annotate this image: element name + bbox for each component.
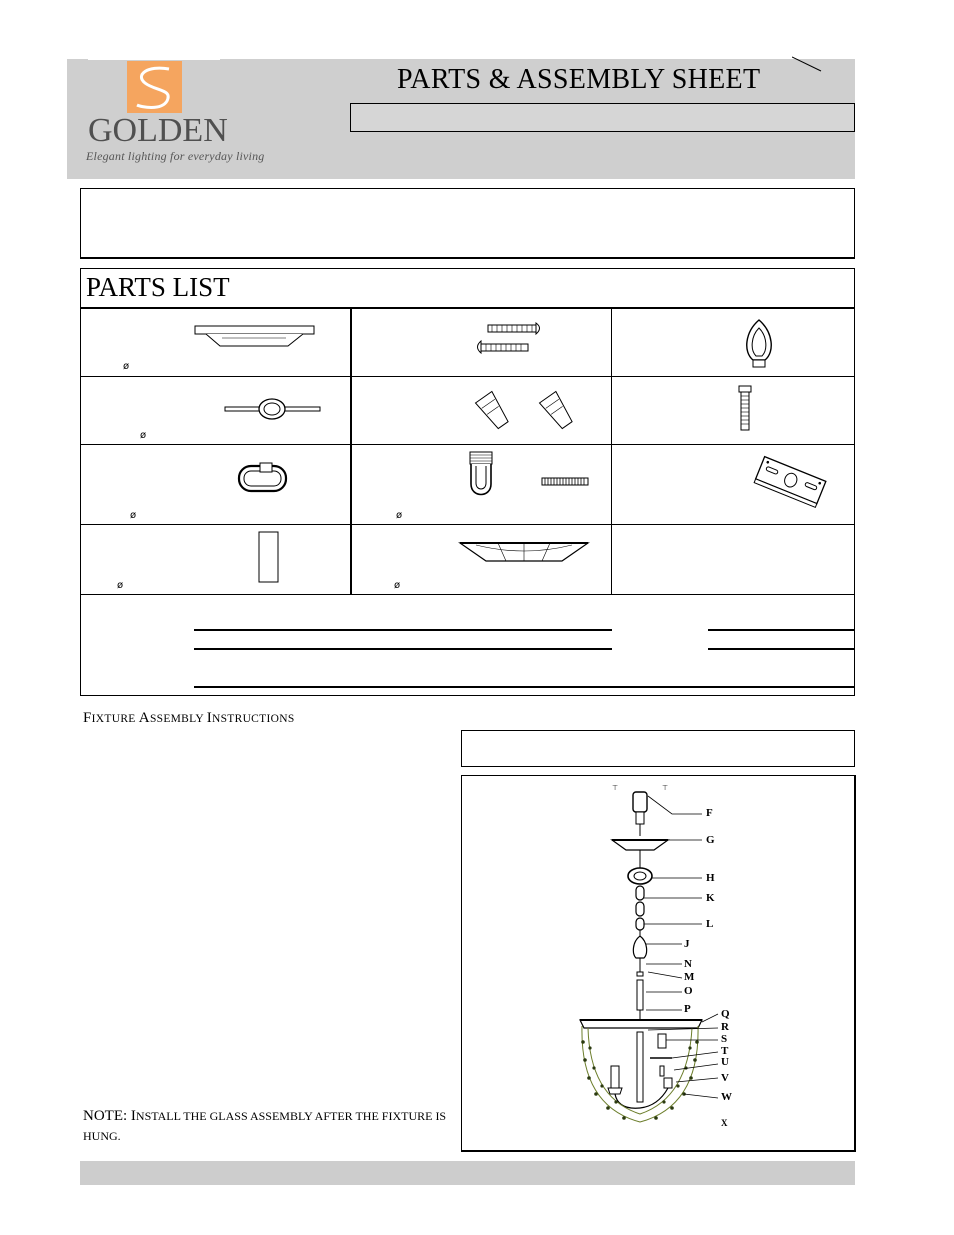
logo-mark xyxy=(127,61,182,113)
socket-shell-icon xyxy=(741,318,777,370)
diagram-label: F xyxy=(706,807,713,819)
diagram-label: H xyxy=(706,872,715,884)
diameter-symbol: ø xyxy=(394,580,401,591)
diagram-label: K xyxy=(706,892,715,904)
diagram-label: W xyxy=(721,1091,732,1103)
title-cap: A xyxy=(138,710,150,726)
model-number-box xyxy=(350,103,855,132)
diagram-label: P xyxy=(684,1003,691,1015)
diameter-symbol: ø xyxy=(123,361,130,372)
diagram-label: N xyxy=(684,958,692,970)
diagram-label: G xyxy=(706,834,715,846)
glass-panel-icon xyxy=(258,531,280,584)
logo-rule xyxy=(88,58,220,60)
page-title: PARTS & ASSEMBLY SHEET xyxy=(397,64,761,95)
parts-list-title: PARTS LIST xyxy=(86,272,230,302)
threaded-nipple-icon xyxy=(738,384,752,432)
exploded-fixture-diagram xyxy=(462,776,852,1148)
parts-grid-line xyxy=(80,444,855,445)
diagram-label: M xyxy=(684,971,695,983)
title-flourish xyxy=(792,56,822,72)
form-line xyxy=(708,629,854,631)
description-box xyxy=(80,188,855,259)
assembly-instructions-title xyxy=(83,710,295,727)
form-line xyxy=(708,648,854,650)
svg-text:⊤: ⊤ xyxy=(612,784,619,792)
crossbar-icon xyxy=(224,396,322,424)
diagram-label: T xyxy=(721,1045,729,1057)
parts-grid-line xyxy=(80,376,855,377)
diagram-label: S xyxy=(721,1033,728,1045)
parts-grid-line xyxy=(80,524,855,525)
swivel-loop-nut-icon xyxy=(466,450,596,500)
glass-dish-icon xyxy=(458,537,590,565)
note-prefix: NOTE: I xyxy=(83,1108,136,1124)
footer-band xyxy=(80,1161,855,1185)
diameter-symbol: ø xyxy=(130,510,137,521)
assembly-note xyxy=(83,1106,453,1146)
diagram-label: Q xyxy=(721,1008,730,1020)
chain-link-icon xyxy=(236,461,290,495)
note-body: NSTALL THE GLASS ASSEMBLY AFTER THE FIXTURE IS HUNG. xyxy=(83,1109,447,1143)
mounting-plate-icon xyxy=(753,454,827,510)
diagram-header-box xyxy=(461,730,855,767)
diameter-symbol: ø xyxy=(117,580,124,591)
title-smallcaps: NSTRUCTIONS xyxy=(211,713,295,725)
diagram-label: L xyxy=(706,918,714,930)
diagram-label: O xyxy=(684,985,693,997)
title-smallcaps: IXTURE xyxy=(91,713,139,725)
diagram-label: R xyxy=(721,1021,729,1033)
diameter-symbol: ø xyxy=(396,510,403,521)
canopy-icon xyxy=(194,324,316,352)
svg-text:⊤: ⊤ xyxy=(662,784,669,792)
parts-grid-line xyxy=(80,307,855,309)
diagram-label: J xyxy=(684,938,690,950)
logo-wordmark: GOLDEN xyxy=(88,112,228,149)
parts-grid-line xyxy=(350,308,352,595)
form-line xyxy=(194,648,612,650)
form-line xyxy=(194,686,855,688)
title-smallcaps: SSEMBLY xyxy=(149,713,207,725)
parts-grid-line xyxy=(80,594,855,595)
logo-tagline: Elegant lighting for everyday living xyxy=(86,149,265,163)
title-cap: F xyxy=(83,710,92,726)
diagram-label: U xyxy=(721,1056,729,1068)
form-line xyxy=(194,629,612,631)
title-cap: I xyxy=(206,710,212,726)
parts-grid-line xyxy=(611,308,612,595)
screws-icon xyxy=(472,322,544,356)
logo-s-icon xyxy=(127,61,182,113)
wire-nuts-icon xyxy=(472,388,584,434)
diameter-symbol: ø xyxy=(140,430,147,441)
diagram-label: V xyxy=(721,1072,729,1084)
diagram-label: X xyxy=(721,1118,728,1128)
